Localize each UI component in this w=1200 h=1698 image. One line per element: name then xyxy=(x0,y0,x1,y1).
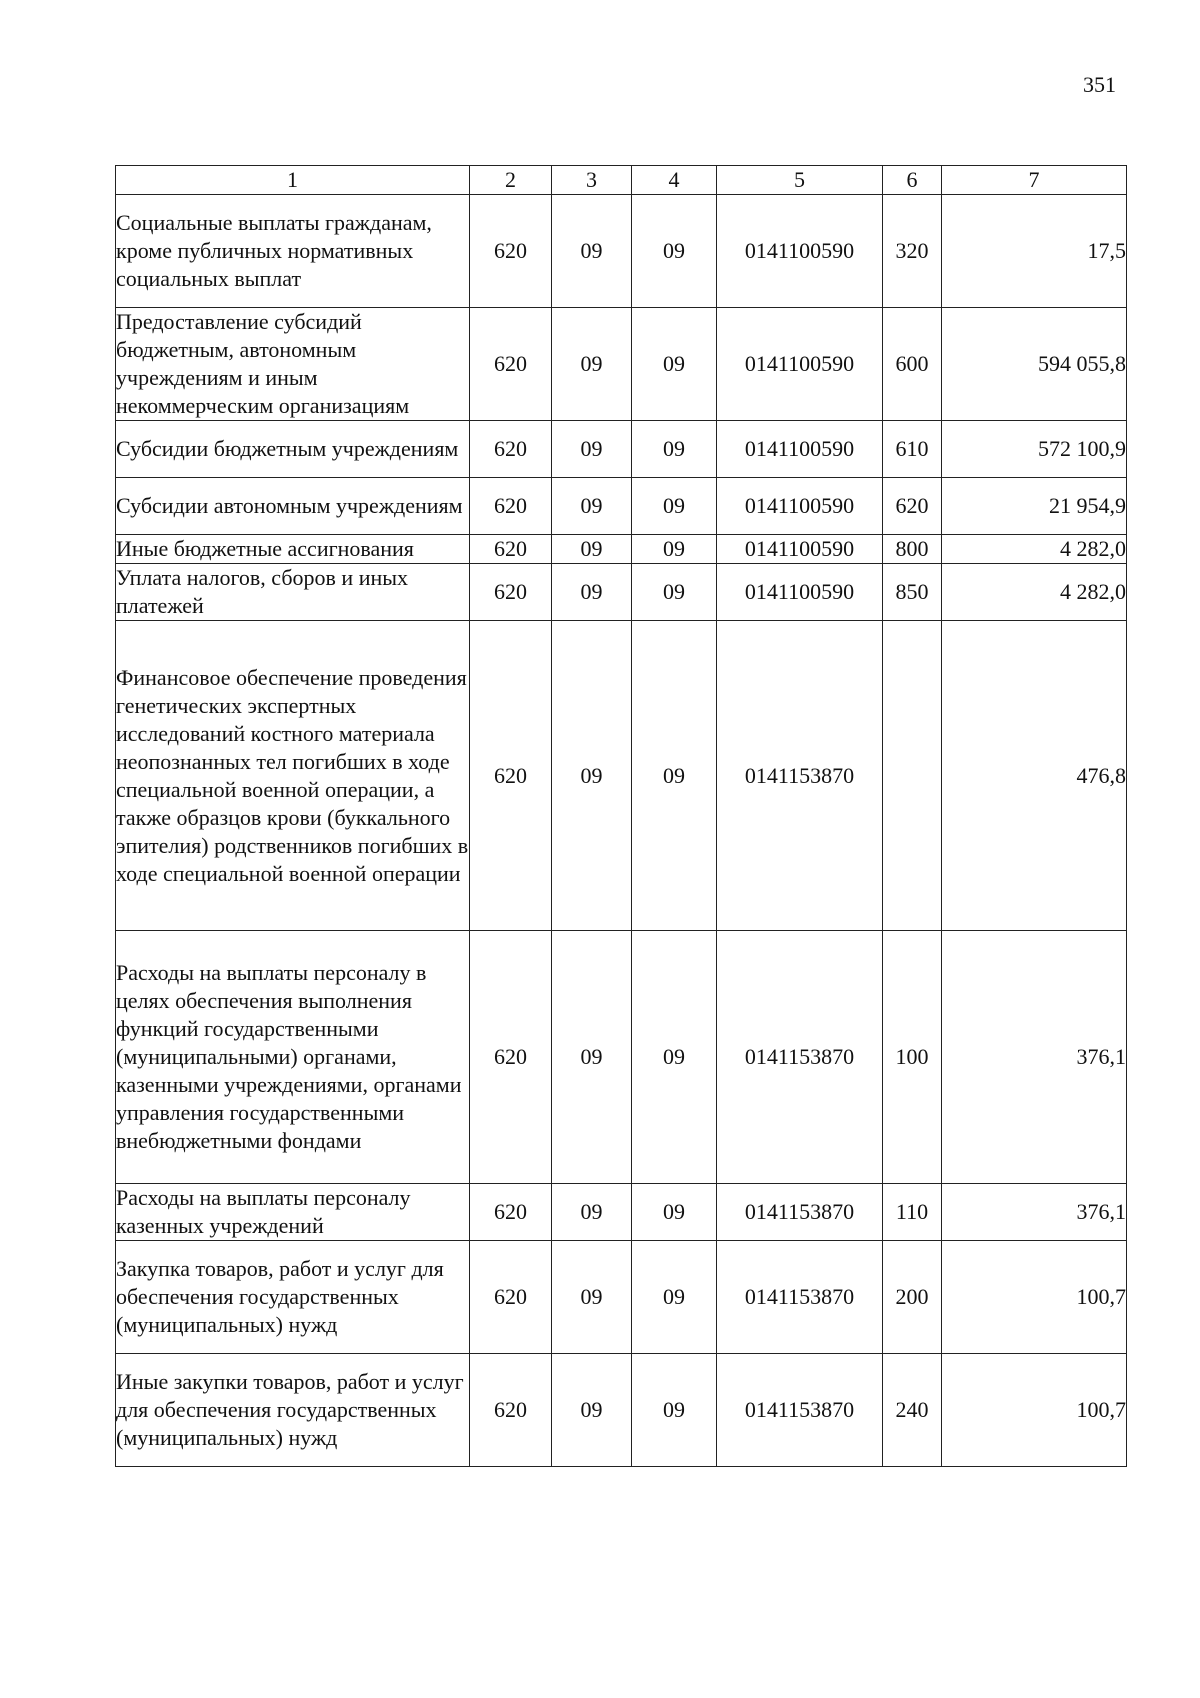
row-sum: 100,7 xyxy=(942,1354,1127,1467)
row-rz: 09 xyxy=(552,535,632,564)
table-row xyxy=(116,535,1127,564)
table-row xyxy=(116,931,1127,1184)
row-csr: 0141153870 xyxy=(717,931,883,1184)
row-pr: 09 xyxy=(632,621,717,931)
row-name: Уплата налогов, сборов и иных платежей xyxy=(116,564,470,621)
row-ved: 620 xyxy=(470,421,552,478)
row-name: Расходы на выплаты персоналу казенных учреждений xyxy=(116,1184,470,1241)
row-pr: 09 xyxy=(632,421,717,478)
row-rz: 09 xyxy=(552,1354,632,1467)
row-csr: 0141100590 xyxy=(717,535,883,564)
row-name: Иные бюджетные ассигнования xyxy=(116,535,470,564)
row-rz: 09 xyxy=(552,308,632,421)
row-rz: 09 xyxy=(552,478,632,535)
row-ved: 620 xyxy=(470,1241,552,1354)
row-csr: 0141153870 xyxy=(717,1354,883,1467)
row-ved: 620 xyxy=(470,478,552,535)
row-csr: 0141100590 xyxy=(717,308,883,421)
row-ved: 620 xyxy=(470,621,552,931)
row-ved: 620 xyxy=(470,308,552,421)
row-sum: 4 282,0 xyxy=(942,535,1127,564)
row-name: Расходы на выплаты персоналу в целях обеспечения выполнения функций государственными (муниципальными) органами, казенными учреждениями, органами управления государственными внебюджетными фондами xyxy=(116,931,470,1184)
row-sum: 4 282,0 xyxy=(942,564,1127,621)
column-header: 2 xyxy=(470,166,552,195)
row-vr: 600 xyxy=(883,308,942,421)
row-sum: 100,7 xyxy=(942,1241,1127,1354)
table-row xyxy=(116,308,1127,421)
row-rz: 09 xyxy=(552,1184,632,1241)
row-csr: 0141153870 xyxy=(717,1241,883,1354)
row-pr: 09 xyxy=(632,535,717,564)
row-rz: 09 xyxy=(552,931,632,1184)
row-csr: 0141100590 xyxy=(717,478,883,535)
row-rz: 09 xyxy=(552,1241,632,1354)
row-ved: 620 xyxy=(470,1184,552,1241)
row-csr: 0141100590 xyxy=(717,421,883,478)
header-row xyxy=(116,166,1127,195)
row-vr: 240 xyxy=(883,1354,942,1467)
row-pr: 09 xyxy=(632,1354,717,1467)
row-ved: 620 xyxy=(470,564,552,621)
row-vr xyxy=(883,621,942,931)
row-name: Социальные выплаты гражданам, кроме публичных нормативных социальных выплат xyxy=(116,195,470,308)
row-sum: 476,8 xyxy=(942,621,1127,931)
row-vr: 620 xyxy=(883,478,942,535)
row-vr: 850 xyxy=(883,564,942,621)
row-pr: 09 xyxy=(632,931,717,1184)
row-rz: 09 xyxy=(552,421,632,478)
row-name: Субсидии автономным учреждениям xyxy=(116,478,470,535)
row-sum: 594 055,8 xyxy=(942,308,1127,421)
row-pr: 09 xyxy=(632,1184,717,1241)
row-name: Закупка товаров, работ и услуг для обеспечения государственных (муниципальных) нужд xyxy=(116,1241,470,1354)
row-csr: 0141100590 xyxy=(717,195,883,308)
row-vr: 200 xyxy=(883,1241,942,1354)
row-sum: 572 100,9 xyxy=(942,421,1127,478)
row-vr: 610 xyxy=(883,421,942,478)
row-sum: 17,5 xyxy=(942,195,1127,308)
row-ved: 620 xyxy=(470,195,552,308)
table-row xyxy=(116,478,1127,535)
table-row xyxy=(116,621,1127,931)
row-pr: 09 xyxy=(632,195,717,308)
table-row xyxy=(116,1241,1127,1354)
row-ved: 620 xyxy=(470,535,552,564)
row-rz: 09 xyxy=(552,564,632,621)
row-name: Субсидии бюджетным учреждениям xyxy=(116,421,470,478)
row-csr: 0141153870 xyxy=(717,621,883,931)
table-row xyxy=(116,564,1127,621)
row-vr: 800 xyxy=(883,535,942,564)
row-sum: 21 954,9 xyxy=(942,478,1127,535)
row-rz: 09 xyxy=(552,621,632,931)
table-row xyxy=(116,1354,1127,1467)
row-csr: 0141153870 xyxy=(717,1184,883,1241)
row-pr: 09 xyxy=(632,478,717,535)
column-header: 6 xyxy=(883,166,942,195)
row-pr: 09 xyxy=(632,308,717,421)
column-header: 1 xyxy=(116,166,470,195)
row-name: Финансовое обеспечение проведения генетических экспертных исследований костного материала неопознанных тел погибших в ходе специальной военной операции, а также образцов крови (буккального эпителия) родственников погибших в ходе специальной военной операции xyxy=(116,621,470,931)
row-csr: 0141100590 xyxy=(717,564,883,621)
row-vr: 320 xyxy=(883,195,942,308)
page-number: 351 xyxy=(1083,72,1116,97)
column-header: 3 xyxy=(552,166,632,195)
row-name: Предоставление субсидий бюджетным, автономным учреждениям и иным некоммерческим организациям xyxy=(116,308,470,421)
budget-table xyxy=(115,165,1127,1467)
row-ved: 620 xyxy=(470,931,552,1184)
table-row xyxy=(116,421,1127,478)
column-header: 4 xyxy=(632,166,717,195)
row-vr: 100 xyxy=(883,931,942,1184)
column-header: 7 xyxy=(942,166,1127,195)
row-vr: 110 xyxy=(883,1184,942,1241)
row-rz: 09 xyxy=(552,195,632,308)
row-name: Иные закупки товаров, работ и услуг для обеспечения государственных (муниципальных) нужд xyxy=(116,1354,470,1467)
row-sum: 376,1 xyxy=(942,931,1127,1184)
column-header: 5 xyxy=(717,166,883,195)
row-sum: 376,1 xyxy=(942,1184,1127,1241)
table-row xyxy=(116,195,1127,308)
row-pr: 09 xyxy=(632,1241,717,1354)
row-pr: 09 xyxy=(632,564,717,621)
row-ved: 620 xyxy=(470,1354,552,1467)
table-row xyxy=(116,1184,1127,1241)
